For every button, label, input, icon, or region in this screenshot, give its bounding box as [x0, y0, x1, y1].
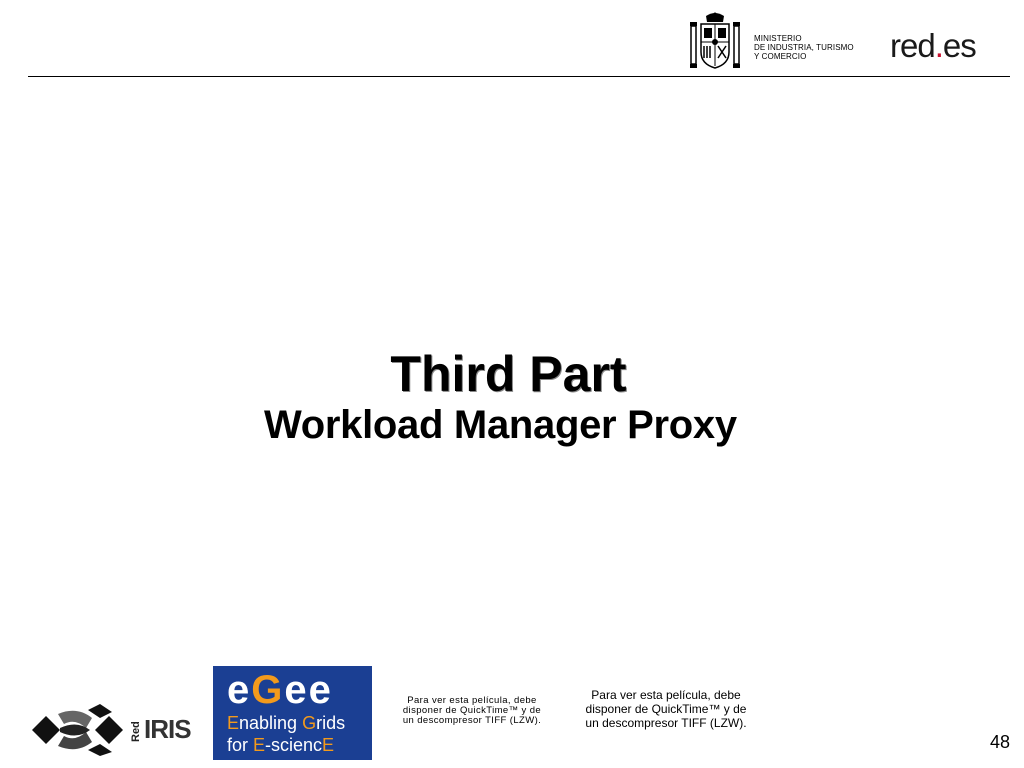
redes-red: red	[890, 27, 935, 64]
rediris-logo	[130, 712, 191, 748]
rediris-red-text: Red	[130, 721, 142, 742]
ministry-line2: DE INDUSTRIA, TURISMO	[754, 43, 854, 52]
egee-tag-letter: E	[253, 735, 266, 755]
egee-tag-letter: G	[302, 713, 317, 733]
egee-g: G	[251, 668, 285, 712]
placeholder-line: disponer de QuickTime™ y de	[585, 702, 747, 716]
placeholder-line: Para ver esta película, debe	[407, 695, 537, 706]
slide-title	[0, 345, 1024, 403]
slide-subtitle: Workload Manager Proxy	[264, 403, 737, 447]
egee-tag-word: nabling	[239, 713, 303, 733]
egee-title	[227, 668, 358, 712]
egee-tagline-1	[227, 712, 358, 734]
placeholder-line: un descompresor TIFF (LZW).	[402, 715, 542, 726]
egee-tag-letter: E	[227, 713, 240, 733]
egee-tagline-2	[227, 734, 358, 756]
ministry-line1: MINISTERIO	[754, 34, 802, 43]
page-number: 48	[990, 732, 1011, 752]
slide-title-text: Third Part	[390, 346, 627, 402]
egee-tag-word: -scienc	[265, 735, 323, 755]
redes-dot: .	[934, 27, 943, 64]
placeholder-line: Para ver esta película, debe	[591, 688, 741, 702]
egee-tag-letter: E	[322, 735, 335, 755]
quicktime-placeholder-1	[384, 696, 560, 726]
quicktime-placeholder-2	[574, 688, 758, 730]
redes-es: es	[942, 27, 976, 64]
placeholder-line: un descompresor TIFF (LZW).	[585, 716, 747, 730]
redes-logo	[890, 26, 976, 66]
coat-of-arms-icon	[688, 12, 742, 70]
ministry-line3: Y COMERCIO	[754, 52, 807, 61]
egee-ee: ee	[284, 668, 333, 712]
ministry-logo	[688, 12, 868, 70]
ministry-name	[754, 34, 854, 61]
rediris-iris-text: IRIS	[144, 714, 191, 744]
egee-tag-word: for	[227, 735, 254, 755]
grid-logo-icon	[30, 704, 125, 756]
egee-logo	[213, 666, 372, 760]
egee-tag-word: rids	[316, 713, 346, 733]
placeholder-line: disponer de QuickTime™ y de	[402, 705, 542, 716]
header-divider	[28, 76, 1010, 77]
egee-e1: e	[227, 668, 252, 712]
